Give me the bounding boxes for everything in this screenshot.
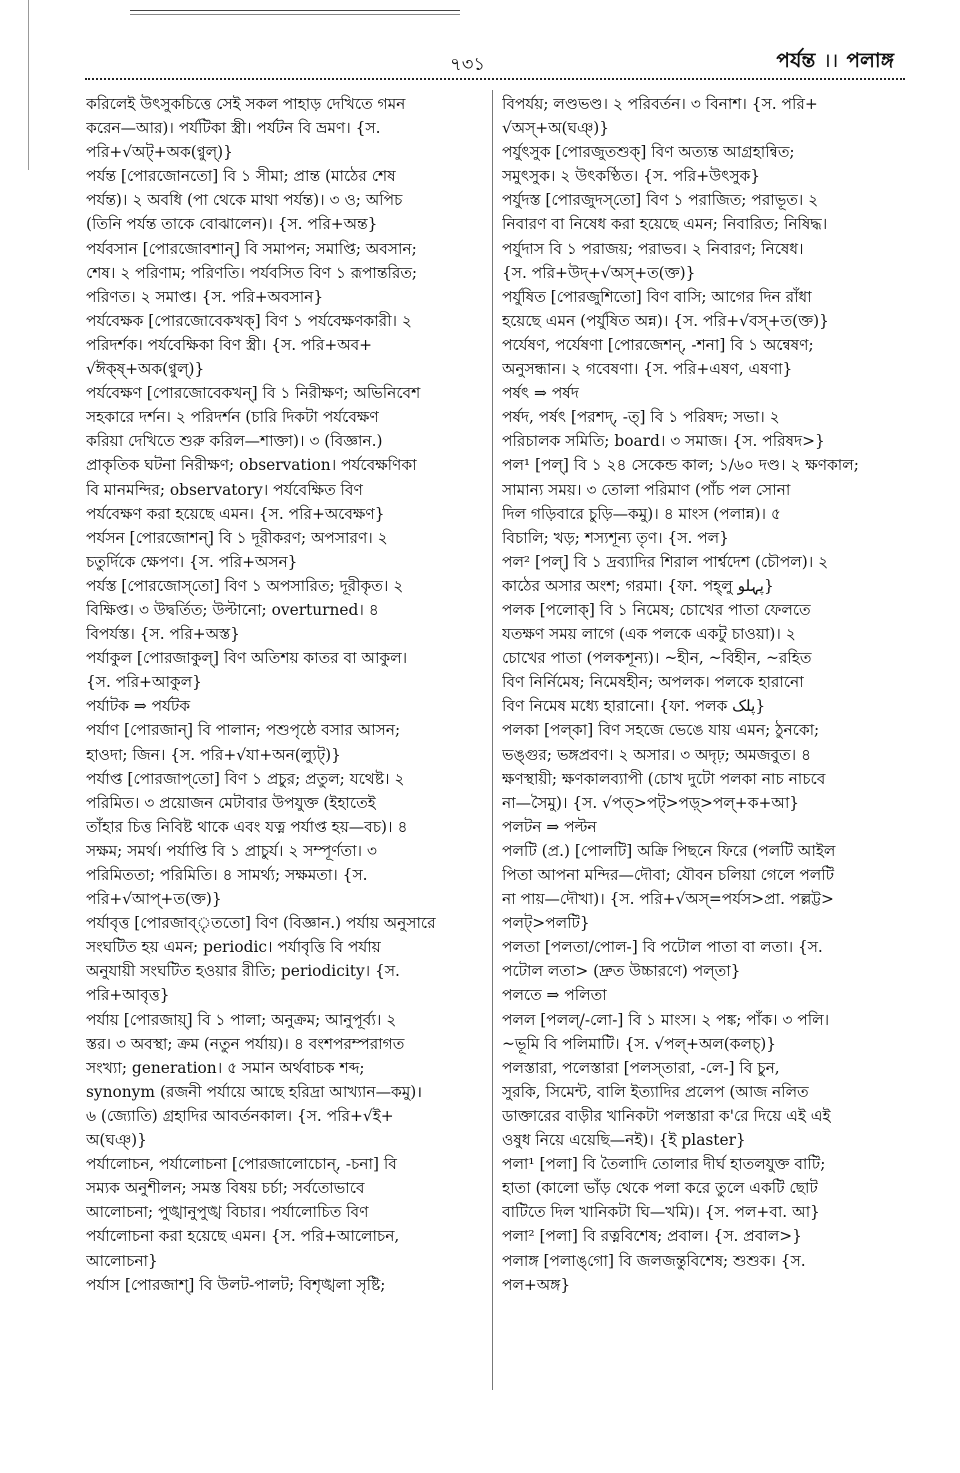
dictionary-line: পর্যন্ত)। ২ অবধি (পা থেকে মাথা পর্যন্ত)। ৩ ও; অপিচ xyxy=(86,191,403,210)
dictionary-line: পলটি (প্র.) [পোলটি] অক্রি পিছনে ফিরে (পলটি আইল xyxy=(502,841,836,860)
dictionary-line: পলতা [পলতা/পোল-] বি পটোল পাতা বা লতা। {স. xyxy=(502,938,823,957)
dictionary-line: পর্যুদাস বি ১ পরাজয়; পরাভব। ২ নিবারণ; নিষেধ। xyxy=(502,239,804,258)
dictionary-line: পর্যস্ত [পোরজোস্‌তো] বিণ ১ অপসারিত; দূরীকৃত। ২ xyxy=(86,576,404,595)
dictionary-line: সমুৎসুক। ২ উৎকণ্ঠিত। {স. পরি+উৎসুক} xyxy=(502,167,761,186)
right-column xyxy=(502,92,900,1297)
dictionary-line: {স. পরি+আকুল} xyxy=(86,673,202,692)
dictionary-line: ক্ষণস্থায়ী; ক্ষণকালব্যাপী (চোখ দুটো পলকা নাচ নাচবে xyxy=(502,769,826,788)
dictionary-line: পলট্‌>পলটি} xyxy=(502,914,590,933)
dictionary-line: করেন—আর)। পর্যটিকা স্ত্রী। পর্যটন বি ভ্রমণ। {স. xyxy=(86,119,381,138)
dictionary-line: কাঠের অসার অংশ; গরমা। {ফা. পহ্‌লু پہلو} xyxy=(502,576,774,595)
dictionary-line: বিপর্যয়; লণ্ডভণ্ড। ২ পরিবর্তন। ৩ বিনাশ। {স. পরি+ xyxy=(502,95,818,113)
dictionary-line: পরিমিততা; পরিমিতি। ৪ সামর্থ্য; সক্ষমতা। {স. xyxy=(86,866,368,884)
column-divider xyxy=(492,90,493,1390)
dictionary-line: পর্যবেক্ষক [পোরজোবেকখক্‌] বিণ ১ পর্যবেক্ষণকারী। ২ xyxy=(86,311,412,330)
dictionary-line: √অস্‌+অ(ঘঞ্‌)} xyxy=(502,119,610,138)
dictionary-line: বিণ নির্নিমেষ; নিমেষহীন; অপলক। পলকে হারানো xyxy=(502,673,804,692)
dictionary-line: সহকারে দর্শন। ২ পরিদর্শন (চারি দিকটা পর্যবেক্ষণ xyxy=(86,408,379,427)
dictionary-line: বিণ নিমেষ মধ্যে হারানো। {ফা. পলক پلک} xyxy=(502,697,766,716)
dictionary-line: শেষ। ২ পরিণাম; পরিণতি। পর্যবসিত বিণ ১ রূপান্তরিত; xyxy=(86,263,418,282)
dictionary-line: পর্যালোচন, পর্যালোচনা [পোরজালোচোন্‌, -চনা] বি xyxy=(86,1155,397,1174)
dictionary-line: অনুযায়ী সংঘটিত হওয়ার রীতি; periodicity। {স. xyxy=(86,962,400,981)
dictionary-line: বিপর্যস্ত। {স. পরি+অস্ত} xyxy=(86,625,240,644)
dictionary-line: ডাক্তারের বাড়ীর খানিকটা পলস্তারা ক'রে দিয়ে এই এই xyxy=(502,1106,831,1125)
dictionary-line: অনুসন্ধান। ২ গবেষণা। {স. পরি+এষণ, এষণা} xyxy=(502,360,793,379)
dictionary-line: বিচালি; খড়; শস্যশূন্য তৃণ। {স. পল} xyxy=(502,528,729,547)
dictionary-line: পল² [পল্‌] বি ১ দ্রব্যাদির শিরাল পার্শ্বদেশ (চৌপল)। ২ xyxy=(502,552,829,571)
dictionary-line: পরি+আবৃত্ত} xyxy=(86,986,170,1005)
top-rule xyxy=(130,10,460,11)
dictionary-line: ওষুধ নিয়ে এয়েছি—নই)। {ই plaster} xyxy=(502,1131,746,1150)
dictionary-line: পলতে ⇒ পলিতা xyxy=(502,986,607,1005)
dictionary-line: (তিনি পর্যন্ত তাকে বোঝালেন)। {স. পরি+অন্ত} xyxy=(86,215,378,234)
dictionary-line: পরি+√আপ্‌+ত(ক্ত)} xyxy=(86,890,222,909)
dictionary-line: পটোল লতা> (দ্রুত উচ্চারণে) পল্‌তা} xyxy=(502,962,741,981)
dictionary-line: হয়েছে এমন (পর্যুষিত অন্ন)। {স. পরি+√বস্‌+ত(ক্ত)} xyxy=(502,311,829,330)
dictionary-line: সুরকি, সিমেন্ট, বালি ইত্যাদির প্রলেপ (আজ নলিত xyxy=(502,1082,809,1101)
dictionary-line: পলা² [পলা] বি রত্নবিশেষ; প্রবাল। {স. প্রবাল>} xyxy=(502,1227,802,1246)
dictionary-line: পর্যাকুল [পোরজাকুল্‌] বিণ অতিশয় কাতর বা আকুল। xyxy=(86,649,408,668)
dictionary-line: যতক্ষণ সময় লাগে (এক পলকে একটু চাওয়া)। ২ xyxy=(502,625,796,644)
dictionary-line: পল¹ [পল্‌] বি ১ ২৪ সেকেন্ড কাল; ১/৬০ দণ্ড। ২ ক্ষণকাল; xyxy=(502,456,859,475)
dictionary-line: পল+অঙ্গ} xyxy=(502,1275,571,1294)
dictionary-line: হাওদা; জিন। {স. পরি+√যা+অন(ল্যুট্‌)} xyxy=(86,745,341,764)
header-rule xyxy=(85,78,905,80)
header-last-word: পলাঙ্গ xyxy=(846,48,894,72)
dictionary-line: পর্যাপ্ত [পোরজাপ্‌তো] বিণ ১ প্রচুর; প্রতুল; যথেষ্ট। ২ xyxy=(86,769,405,788)
dictionary-line: পলল [পলল্‌/-লো-] বি ১ মাংস। ২ পঙ্ক; পাঁক। ৩ পলি। xyxy=(502,1010,830,1029)
dictionary-line: চতুর্দিকে ক্ষেপণ। {স. পরি+অসন} xyxy=(86,552,298,571)
dictionary-line: পর্যুৎসুক [পোরজুতশুক্‌] বিণ অত্যন্ত আগ্রহান্বিত; xyxy=(502,143,795,162)
dictionary-line: পিতা আপনা মন্দির—দৌবা; যৌবন চলিয়া গেলে পলটি xyxy=(502,866,835,884)
dictionary-line: পর্ষদ, পর্ষৎ [পরশদ্‌, -ত্‌] বি ১ পরিষদ; সভা। ২ xyxy=(502,408,780,427)
dictionary-line: পর্যাস [পোরজাশ্‌] বি উলট-পালট; বিশৃঙ্খলা সৃষ্টি; xyxy=(86,1275,386,1294)
dictionary-line: ভঙ্গুর; ভঙ্গপ্রবণ। ২ অসার। ৩ অদৃঢ়; অমজবুত। ৪ xyxy=(502,745,812,764)
dictionary-line: পর্যেষণ, পর্যেষণা [পোরজেশন্‌, -শনা] বি ১ অন্বেষণ; xyxy=(502,335,814,354)
dictionary-line: পরি+√অট্‌+অক(ণ্বুল্‌)} xyxy=(86,143,233,162)
dictionary-line: পর্যুদস্ত [পোরজুদস্‌তো] বিণ ১ পরাজিত; পরাভূত। ২ xyxy=(502,191,819,210)
dictionary-line: প্রাকৃতিক ঘটনা নিরীক্ষণ; observation। পর্যবেক্ষণিকা xyxy=(86,456,417,475)
dictionary-line: পর্যাবৃত্ত [পোরজাব্‌ৃততো] বিণ (বিজ্ঞান.) পর্যায় অনুসারে xyxy=(86,914,436,933)
dictionary-line: তাঁহার চিত্ত নিবিষ্ট থাকে এবং যত্ন পর্যাপ্ত হয়—বচ)। ৪ xyxy=(86,817,408,836)
dictionary-line: ~ভূমি বি পলিমাটি। {স. √পল্‌+অল(কলচ্‌)} xyxy=(502,1034,777,1053)
binding-margin-mark xyxy=(4,0,29,170)
dictionary-line: নিবারণ বা নিষেধ করা হয়েছে এমন; নিবারিত; নিষিদ্ধ। xyxy=(502,215,828,234)
dictionary-line: পরিণত। ২ সমাপ্ত। {স. পরি+অবসান} xyxy=(86,287,324,306)
dictionary-line: বিক্ষিপ্ত। ৩ উদ্বর্তিত; উল্টানো; overturned। ৪ xyxy=(86,600,379,619)
dictionary-line: অ(ঘঞ্‌)} xyxy=(86,1131,147,1150)
dictionary-line: পলটন ⇒ পল্টন xyxy=(502,817,597,836)
dictionary-line: পর্যসন [পোরজোশন্‌] বি ১ দূরীকরণ; অপসারণ। ২ xyxy=(86,528,388,547)
dictionary-line: পর্যবেক্ষণ [পোরজোবেকখন্‌] বি ১ নিরীক্ষণ; অভিনিবেশ xyxy=(86,384,421,403)
dictionary-line: পর্যায় [পোরজায়্‌] বি ১ পালা; অনুক্রম; আনুপূর্ব্য। ২ xyxy=(86,1010,397,1029)
header-first-word: পর্যন্ত xyxy=(776,48,816,72)
dictionary-line: synonym (রজনী পর্যায়ে আছে হরিদ্রা আখ্যান—কমু)। xyxy=(86,1082,423,1101)
dictionary-line: পর্যাটক ⇒ পর্যটক xyxy=(86,697,191,716)
header-separator: ।। xyxy=(823,48,839,72)
page-number: ৭৩১ xyxy=(450,54,486,75)
dictionary-line: পরিদর্শক। পর্যবেক্ষিকা বিণ স্ত্রী। {স. পরি+অব+ xyxy=(86,335,373,354)
dictionary-line: পর্যালোচনা করা হয়েছে এমন। {স. পরি+আলোচন, xyxy=(86,1227,400,1246)
dictionary-line: পর্যন্ত [পোরজোনতো] বি ১ সীমা; প্রান্ত (মাঠের শেষ xyxy=(86,167,396,186)
dictionary-line: করিয়া দেখিতে শুরু করিল—শাক্তা)। ৩ (বিজ্ঞান.) xyxy=(86,432,383,451)
dictionary-line: আলোচনা} xyxy=(86,1251,158,1270)
dictionary-line: পলাঙ্গ [পলাঙ্‌গো] বি জলজন্তুবিশেষ; শুশুক। {স. xyxy=(502,1251,806,1270)
top-rule-secondary xyxy=(130,14,460,15)
dictionary-line: হাতা (কালো ভাঁড় থেকে পলা করে তুলে একটি ছোট xyxy=(502,1179,818,1198)
dictionary-line: বাটিতে দিল খানিকটা ঘি—খমি)। {স. পল+বা. আ} xyxy=(502,1203,820,1222)
dictionary-line: না পায়—দৌখা)। {স. পরি+√অস্‌=পর্যস>প্রা. পল্লট্ট> xyxy=(502,890,834,909)
left-column xyxy=(86,92,484,1297)
dictionary-line: পর্যবসান [পোরজোবশান্‌] বি সমাপন; সমাপ্তি; অবসান; xyxy=(86,239,417,258)
dictionary-line: পর্যুষিত [পোরজুশিতো] বিণ বাসি; আগের দিন রাঁধা xyxy=(502,287,812,306)
dictionary-line: √ঈক্ষ্‌+অক(ণ্বুল্‌)} xyxy=(86,360,205,379)
dictionary-line: করিলেই উৎসুকচিত্তে সেই সকল পাহাড় দেখিতে গমন xyxy=(86,95,406,113)
dictionary-line: সামান্য সময়। ৩ তোলা পরিমাণ (পাঁচ পল সোনা xyxy=(502,480,791,499)
dictionary-line: চোখের পাতা (পলকশূন্য)। ~হীন, ~বিহীন, ~রহিত xyxy=(502,649,812,668)
dictionary-line: সংঘটিত হয় এমন; periodic। পর্যাবৃত্তি বি পর্যায় xyxy=(86,938,381,957)
dictionary-line: পলক [পলোক্‌] বি ১ নিমেষ; চোখের পাতা ফেলতে xyxy=(502,600,811,619)
dictionary-line: বি মানমন্দির; observatory। পর্যবেক্ষিত বিণ xyxy=(86,480,363,499)
dictionary-line: পলা¹ [পলা] বি তৈলাদি তোলার দীর্ঘ হাতলযুক্ত বাটি; xyxy=(502,1155,826,1174)
dictionary-line: দিল গড়িবারে চুড়ি—কমু)। ৪ মাংস (পলান্ন)। ৫ xyxy=(502,504,781,523)
dictionary-line: পর্যাণ [পোরজান্‌] বি পালান; পশুপৃষ্ঠে বসার আসন; xyxy=(86,721,401,740)
dictionary-line: পলকা [পল্‌কা] বিণ সহজে ভেঙে যায় এমন; ঠুনকো; xyxy=(502,721,820,740)
dictionary-line: না—সৈমু)। {স. √পত্‌>পট্‌>পড়্‌>পল্‌+ক+আ} xyxy=(502,793,800,812)
dictionary-line: আলোচনা; পুঙ্খানুপুঙ্খ বিচার। পর্যালোচিত বিণ xyxy=(86,1203,369,1222)
running-header xyxy=(776,46,894,79)
dictionary-line: সক্ষম; সমর্থ। পর্যাপ্তি বি ১ প্রাচুর্য। ২ সম্পূর্ণতা। ৩ xyxy=(86,841,377,860)
dictionary-line: {স. পরি+উদ্‌+√অস্‌+ত(ক্ত)} xyxy=(502,263,696,282)
dictionary-line: পর্যবেক্ষণ করা হয়েছে এমন। {স. পরি+অবেক্ষণ} xyxy=(86,504,385,523)
dictionary-line: স্তর। ৩ অবস্থা; ক্রম (নতুন পর্যায়)। ৪ বংশপরম্পরাগত xyxy=(86,1034,405,1053)
dictionary-line: পরিচালক সমিতি; board। ৩ সমাজ। {স. পরিষদ>} xyxy=(502,432,825,451)
dictionary-line: সম্যক অনুশীলন; সমস্ত বিষয় চর্চা; সর্বতোভাবে xyxy=(86,1179,365,1198)
dictionary-line: পরিমিত। ৩ প্রয়োজন মেটাবার উপযুক্ত (ইহাতেই xyxy=(86,793,376,812)
dictionary-line: সংখ্যা; generation। ৫ সমান অর্থবাচক শব্দ; xyxy=(86,1058,365,1077)
dictionary-line: পর্ষৎ ⇒ পর্ষদ xyxy=(502,384,579,403)
dictionary-line: পলস্তারা, পলেস্তারা [পলস্‌তারা, -লে-] বি চুন, xyxy=(502,1058,780,1077)
dictionary-line: ৬ (জ্যোতি) গ্রহাদির আবর্তনকাল। {স. পরি+√ই+ xyxy=(86,1106,394,1125)
